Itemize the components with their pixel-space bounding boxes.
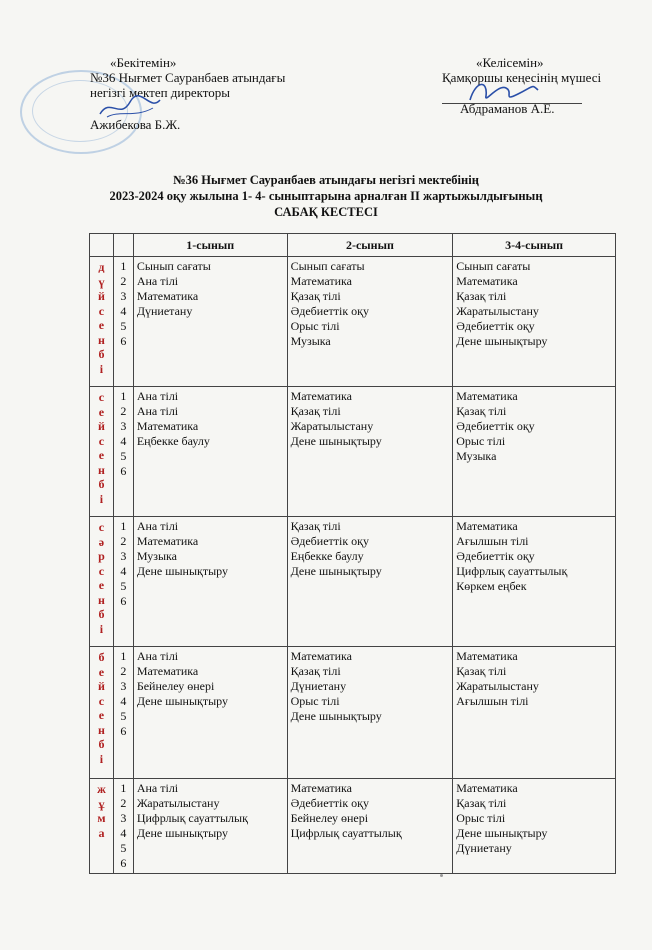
- subject-item: Музыка: [136, 549, 177, 563]
- header-grade-1: 1-сынып: [133, 234, 287, 257]
- subject-item: Математика: [456, 519, 518, 533]
- subject-item: Дене шынықтыру: [456, 334, 548, 348]
- schedule-table: [89, 233, 616, 874]
- subject-item: Еңбекке баулу: [290, 549, 364, 563]
- day-letter: й: [97, 679, 105, 693]
- header-day: [90, 234, 114, 257]
- subject-item: Математика: [456, 389, 518, 403]
- speck: [440, 874, 443, 877]
- grade-2-lessons: [287, 517, 453, 647]
- lesson-number: 2: [120, 274, 127, 288]
- lesson-number: 6: [120, 856, 127, 870]
- day-letter: е: [98, 708, 105, 722]
- subject-item: Қазақ тілі: [456, 404, 507, 418]
- day-letter: і: [99, 361, 104, 376]
- subject-item: Әдебиеттік оқу: [290, 534, 370, 548]
- agree-line1: Қамқоршы кеңесінің мүшесі: [442, 70, 602, 85]
- subject-item: Математика: [136, 419, 199, 433]
- agree-title: «Келісемін»: [476, 55, 544, 70]
- grade-2-lessons: [287, 779, 453, 874]
- day-letter: д: [98, 260, 105, 274]
- grade-1-lessons: [133, 257, 287, 387]
- approve-title: «Бекітемін»: [110, 55, 177, 70]
- subject-item: Ана тілі: [136, 404, 179, 418]
- day-row-monday: [90, 257, 616, 387]
- subject-item: Математика: [290, 781, 353, 795]
- subject-item: Музыка: [456, 449, 497, 463]
- lesson-number: 6: [120, 464, 127, 478]
- grade-1-lessons: [133, 517, 287, 647]
- day-letter: б: [98, 347, 105, 361]
- subject-item: Әдебиеттік оқу: [456, 549, 535, 563]
- lesson-numbers: [113, 257, 133, 387]
- subject-item: Ағылшын тілі: [456, 694, 529, 708]
- grade-2-lessons: [287, 387, 453, 517]
- subject-item: Цифрлық сауаттылық: [290, 826, 402, 840]
- day-row-wednesday: [90, 517, 616, 647]
- lesson-number: 5: [120, 449, 127, 463]
- subject-item: Қазақ тілі: [290, 289, 341, 303]
- day-letter: б: [98, 650, 105, 664]
- day-letter: с: [98, 433, 105, 448]
- day-letter: ә: [98, 534, 105, 549]
- subject-item: Дүниетану: [456, 841, 512, 855]
- day-letter: с: [98, 303, 105, 318]
- subject-item: Қазақ тілі: [290, 664, 341, 678]
- day-letter: б: [98, 737, 105, 751]
- day-letter: і: [99, 621, 104, 636]
- table-header-row: [90, 234, 616, 257]
- director-name: Ажибекова Б.Ж.: [90, 117, 181, 132]
- lesson-number: 4: [120, 564, 127, 578]
- day-letter: й: [97, 419, 105, 433]
- subject-item: Жаратылыстану: [136, 796, 220, 810]
- day-letter: е: [98, 448, 105, 462]
- lesson-number: 6: [120, 594, 127, 608]
- title-line1: №36 Нығмет Сауранбаев атындағы негізгі мектебінің: [173, 173, 479, 187]
- subject-item: Математика: [456, 781, 518, 795]
- lesson-number: 2: [120, 404, 127, 418]
- subject-item: Дене шынықтыру: [136, 826, 228, 840]
- subject-item: Математика: [136, 664, 199, 678]
- lesson-number: 3: [120, 811, 127, 825]
- subject-item: Дене шынықтыру: [290, 709, 382, 723]
- subject-item: Әдебиеттік оқу: [456, 419, 535, 433]
- lesson-number: 1: [120, 389, 127, 403]
- lesson-number: 3: [120, 549, 127, 563]
- lesson-number: 6: [120, 724, 127, 738]
- lesson-number: 1: [120, 781, 127, 795]
- subject-item: Әдебиеттік оқу: [456, 319, 535, 333]
- approval-header: [0, 0, 652, 170]
- subject-item: Дүниетану: [290, 679, 347, 693]
- subject-item: Математика: [456, 274, 518, 288]
- day-letter: с: [98, 390, 105, 404]
- subject-item: Әдебиеттік оқу: [290, 304, 370, 318]
- day-letter: н: [97, 592, 105, 607]
- subject-item: Дене шынықтыру: [290, 434, 382, 448]
- day-letter: с: [98, 520, 105, 534]
- subject-item: Дене шынықтыру: [136, 564, 228, 578]
- day-row-thursday: [90, 647, 616, 779]
- title-line2: 2023-2024 оқу жылына 1- 4- сыныптарына арналған ІІ жартыжылдығының: [109, 189, 543, 203]
- day-letter: р: [98, 549, 105, 563]
- subject-item: Дене шынықтыру: [456, 826, 548, 840]
- day-letter: н: [97, 332, 105, 347]
- lesson-number: 3: [120, 289, 127, 303]
- day-letter: м: [97, 811, 106, 825]
- subject-item: Қазақ тілі: [456, 289, 507, 303]
- day-row-tuesday: [90, 387, 616, 517]
- subject-item: Ана тілі: [136, 519, 179, 533]
- subject-item: Сынып сағаты: [290, 259, 365, 273]
- day-row-friday: [90, 779, 616, 874]
- day-letter: с: [98, 563, 105, 578]
- day-letter: е: [98, 664, 105, 679]
- subject-item: Математика: [290, 649, 353, 663]
- lesson-numbers: [113, 779, 133, 874]
- grade-1-lessons: [133, 779, 287, 874]
- day-letter: ұ: [98, 796, 105, 811]
- day-name: [90, 387, 114, 517]
- subject-item: Математика: [456, 649, 518, 663]
- day-letter: ү: [98, 274, 105, 289]
- subject-item: Математика: [136, 289, 199, 303]
- header-grade-2: 2-сынып: [287, 234, 453, 257]
- grade-2-lessons: [287, 257, 453, 387]
- subject-item: Көркем еңбек: [456, 579, 527, 593]
- grade-1-lessons: [133, 647, 287, 779]
- header-grade-3-4: 3-4-сынып: [453, 234, 616, 257]
- day-letter: с: [98, 693, 105, 708]
- subject-item: Ана тілі: [136, 274, 179, 288]
- subject-item: Қазақ тілі: [456, 664, 507, 678]
- subject-item: Бейнелеу өнері: [136, 679, 215, 693]
- day-letter: н: [97, 722, 105, 737]
- subject-item: Қазақ тілі: [456, 796, 507, 810]
- lesson-number: 2: [120, 664, 127, 678]
- lesson-number: 3: [120, 679, 127, 693]
- subject-item: Цифрлық сауаттылық: [136, 811, 248, 825]
- subject-item: Ана тілі: [136, 781, 179, 795]
- subject-item: Музыка: [290, 334, 331, 348]
- lesson-number: 4: [120, 434, 127, 448]
- day-letter: а: [98, 825, 105, 840]
- subject-item: Дене шынықтыру: [136, 694, 228, 708]
- subject-item: Еңбекке баулу: [136, 434, 210, 448]
- subject-item: Орыс тілі: [456, 811, 506, 825]
- title-line3: САБАҚ КЕСТЕСІ: [274, 205, 378, 219]
- lesson-numbers: [113, 647, 133, 779]
- lesson-numbers: [113, 517, 133, 647]
- lesson-number: 6: [120, 334, 127, 348]
- lesson-number: 5: [120, 579, 127, 593]
- grade-3-4-lessons: [453, 779, 616, 874]
- day-letter: б: [98, 477, 105, 491]
- subject-item: Ана тілі: [136, 649, 179, 663]
- day-name: [90, 257, 114, 387]
- grade-3-4-lessons: [453, 387, 616, 517]
- lesson-number: 5: [120, 841, 127, 855]
- subject-item: Әдебиеттік оқу: [290, 796, 370, 810]
- day-name: [90, 647, 114, 779]
- lesson-number: 2: [120, 796, 127, 810]
- day-letter: і: [99, 491, 104, 506]
- subject-item: Сынып сағаты: [456, 259, 531, 273]
- subject-item: Жаратылыстану: [456, 304, 539, 318]
- subject-item: Жаратылыстану: [456, 679, 539, 693]
- member-name: Абдраманов А.Е.: [460, 101, 555, 116]
- lesson-number: 3: [120, 419, 127, 433]
- subject-item: Орыс тілі: [290, 319, 340, 333]
- day-letter: й: [97, 289, 105, 303]
- approve-line2: негізгі мектеп директоры: [90, 85, 231, 100]
- document-title: [0, 172, 652, 220]
- lesson-number: 4: [120, 826, 127, 840]
- day-letter: ж: [97, 782, 106, 796]
- grade-1-lessons: [133, 387, 287, 517]
- subject-item: Математика: [136, 534, 199, 548]
- lesson-number: 4: [120, 694, 127, 708]
- day-letter: е: [98, 578, 105, 592]
- day-name: [90, 779, 114, 874]
- subject-item: Ана тілі: [136, 389, 179, 403]
- subject-item: Бейнелеу өнері: [290, 811, 369, 825]
- subject-item: Ағылшын тілі: [456, 534, 529, 548]
- grade-3-4-lessons: [453, 517, 616, 647]
- subject-item: Математика: [290, 389, 353, 403]
- day-letter: б: [98, 607, 105, 621]
- subject-item: Сынып сағаты: [136, 259, 211, 273]
- subject-item: Орыс тілі: [456, 434, 506, 448]
- lesson-numbers: [113, 387, 133, 517]
- subject-item: Қазақ тілі: [290, 404, 341, 418]
- lesson-number: 5: [120, 709, 127, 723]
- day-letter: е: [98, 404, 105, 419]
- lesson-number: 2: [120, 534, 127, 548]
- subject-item: Қазақ тілі: [290, 519, 341, 533]
- grade-3-4-lessons: [453, 257, 616, 387]
- lesson-number: 1: [120, 649, 127, 663]
- header-num: [113, 234, 133, 257]
- lesson-number: 4: [120, 304, 127, 318]
- lesson-number: 1: [120, 259, 127, 273]
- day-letter: і: [99, 751, 104, 766]
- subject-item: Жаратылыстану: [290, 419, 374, 433]
- subject-item: Математика: [290, 274, 353, 288]
- subject-item: Орыс тілі: [290, 694, 340, 708]
- lesson-number: 5: [120, 319, 127, 333]
- subject-item: Дүниетану: [136, 304, 193, 318]
- subject-item: Дене шынықтыру: [290, 564, 382, 578]
- approve-line1: №36 Нығмет Сауранбаев атындағы: [90, 70, 286, 85]
- day-letter: е: [98, 318, 105, 332]
- day-name: [90, 517, 114, 647]
- grade-3-4-lessons: [453, 647, 616, 779]
- subject-item: Цифрлық сауаттылық: [456, 564, 568, 578]
- grade-2-lessons: [287, 647, 453, 779]
- lesson-number: 1: [120, 519, 127, 533]
- day-letter: н: [97, 462, 105, 477]
